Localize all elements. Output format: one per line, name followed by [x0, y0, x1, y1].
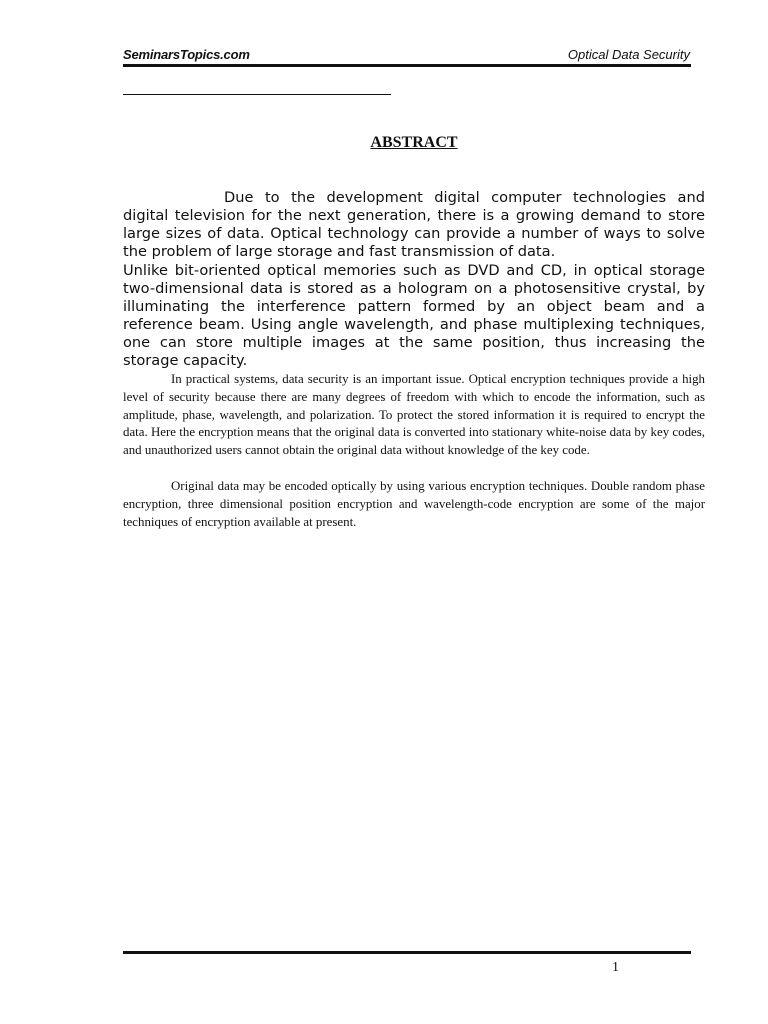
short-divider — [123, 94, 391, 95]
paragraph-4: Original data may be encoded optically by using various encryption techniques. Double random phase encryption, three dimensional position encryption and wavelength-code encryption are some of the major techniques of encryption available at present. — [123, 479, 705, 529]
header-site-name: SeminarsTopics.com — [123, 47, 250, 62]
page-header — [123, 47, 690, 65]
paragraph-1: Due to the development digital computer technologies and digital television for the next generation, there is a growing demand to store large sizes of data. Optical technology can provide a number of ways to solve the problem of large storage and fast transmission of data. — [123, 189, 705, 261]
header-document-title: Optical Data Security — [567, 47, 690, 62]
page-number: 1 — [612, 960, 619, 975]
footer-divider — [123, 951, 691, 954]
paragraph-3: In practical systems, data security is an important issue. Optical encryption techniques provide a high level of security because there are many degrees of freedom with which to encode the information, such as amplitude, phase, wavelength, and polarization. To protect the stored information it is required to encrypt the data. Here the encryption means that the original data is converted into stationary white-noise data by key codes, and unauthorized users cannot obtain the original data without knowledge of the key code. — [123, 372, 705, 458]
page-title: ABSTRACT — [370, 134, 458, 151]
header-divider — [123, 64, 691, 67]
paragraph-2: Unlike bit-oriented optical memories such as DVD and CD, in optical storage two-dimensional data is stored as a hologram on a photosensitive crystal, by illuminating the interference pattern formed by an object beam and a reference beam. Using angle wavelength, and phase multiplexing techniques, one can store multiple images at the same position, thus increasing the storage capacity. — [123, 262, 705, 370]
